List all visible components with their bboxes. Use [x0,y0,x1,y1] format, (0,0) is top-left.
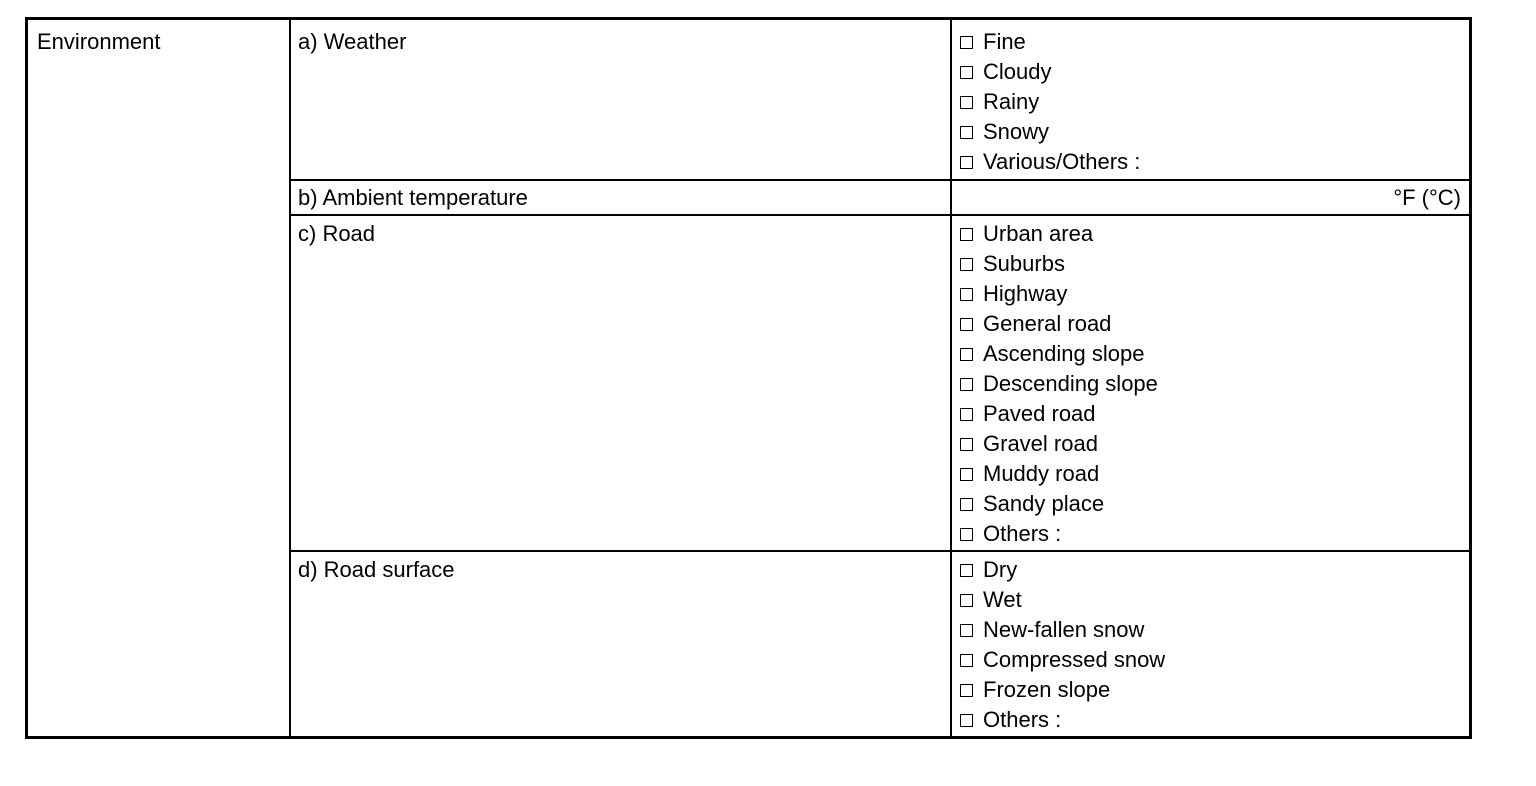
road-label: c) Road [298,221,376,246]
row-divider-road [289,550,1469,552]
option-label: Paved road [983,401,1096,426]
option-label: Ascending slope [983,341,1145,366]
surface-option-wet[interactable] [960,585,1165,615]
road-surface-label: d) Road surface [298,557,455,582]
option-label: Sandy place [983,491,1105,516]
road-option-urban-area[interactable] [960,219,1158,249]
checkbox-icon[interactable] [960,564,973,577]
option-label: Dry [983,557,1018,582]
surface-option-frozen-slope[interactable] [960,675,1165,705]
road-option-muddy-road[interactable] [960,459,1158,489]
option-label: Others : [983,521,1062,546]
surface-option-compressed-snow[interactable] [960,645,1165,675]
road-option-others[interactable] [960,519,1158,549]
temperature-label: b) Ambient temperature [298,185,528,210]
road-option-highway[interactable] [960,279,1158,309]
option-label: Wet [983,587,1022,612]
option-label: Urban area [983,221,1094,246]
column-divider-2 [950,20,952,736]
weather-options [960,27,1140,177]
road-option-general-road[interactable] [960,309,1158,339]
checkbox-icon[interactable] [960,408,973,421]
weather-label: a) Weather [298,29,407,54]
road-option-descending-slope[interactable] [960,369,1158,399]
road-option-ascending-slope[interactable] [960,339,1158,369]
weather-option-fine[interactable] [960,27,1140,57]
road-option-gravel-road[interactable] [960,429,1158,459]
checkbox-icon[interactable] [960,624,973,637]
option-label: Snowy [983,119,1050,144]
checkbox-icon[interactable] [960,348,973,361]
checkbox-icon[interactable] [960,594,973,607]
road-surface-options [960,555,1165,735]
weather-option-various-others[interactable] [960,147,1140,177]
option-label: Rainy [983,89,1040,114]
option-label: General road [983,311,1112,336]
checkbox-icon[interactable] [960,438,973,451]
road-option-sandy-place[interactable] [960,489,1158,519]
checkbox-icon[interactable] [960,714,973,727]
road-option-suburbs[interactable] [960,249,1158,279]
checkbox-icon[interactable] [960,288,973,301]
option-label: New-fallen snow [983,617,1145,642]
option-label: Gravel road [983,431,1098,456]
option-label: Compressed snow [983,647,1166,672]
checkbox-icon[interactable] [960,684,973,697]
row-divider-weather [289,179,1469,181]
checkbox-icon[interactable] [960,126,973,139]
checkbox-icon[interactable] [960,468,973,481]
weather-option-rainy[interactable] [960,87,1140,117]
checkbox-icon[interactable] [960,228,973,241]
category-label: Environment [37,29,161,54]
checkbox-icon[interactable] [960,498,973,511]
option-label: Others : [983,707,1062,732]
option-label: Highway [983,281,1068,306]
option-label: Muddy road [983,461,1100,486]
checkbox-icon[interactable] [960,528,973,541]
temperature-unit: °F (°C) [1393,185,1461,210]
checkbox-icon[interactable] [960,318,973,331]
checkbox-icon[interactable] [960,96,973,109]
weather-option-cloudy[interactable] [960,57,1140,87]
surface-option-new-fallen-snow[interactable] [960,615,1165,645]
checkbox-icon[interactable] [960,156,973,169]
checkbox-icon[interactable] [960,378,973,391]
row-divider-temperature [289,214,1469,216]
checkbox-icon[interactable] [960,66,973,79]
road-option-paved-road[interactable] [960,399,1158,429]
surface-option-others[interactable] [960,705,1165,735]
option-label: Various/Others : [983,149,1141,174]
environment-form-table [25,17,1472,739]
option-label: Suburbs [983,251,1065,276]
surface-option-dry[interactable] [960,555,1165,585]
column-divider-1 [289,20,291,736]
option-label: Descending slope [983,371,1158,396]
option-label: Fine [983,29,1026,54]
checkbox-icon[interactable] [960,258,973,271]
option-label: Frozen slope [983,677,1111,702]
checkbox-icon[interactable] [960,36,973,49]
weather-option-snowy[interactable] [960,117,1140,147]
option-label: Cloudy [983,59,1052,84]
checkbox-icon[interactable] [960,654,973,667]
road-options [960,219,1158,549]
